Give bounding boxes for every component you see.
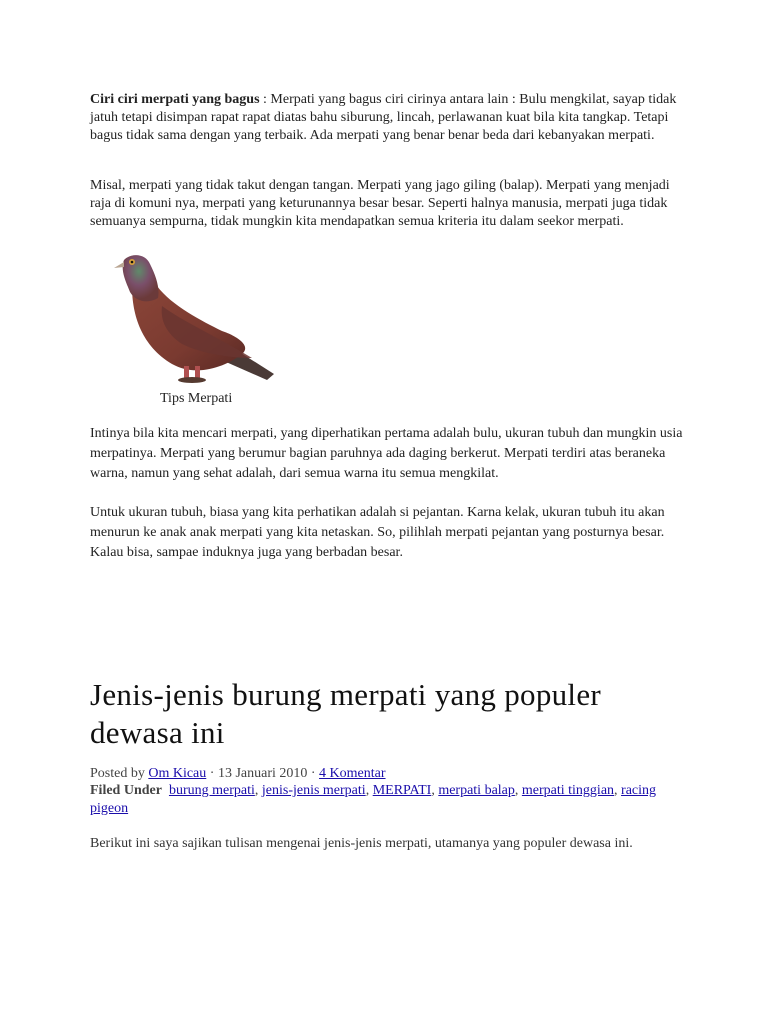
intro-lead: Ciri ciri merpati yang bagus (90, 92, 260, 107)
article-title: Jenis-jenis burung merpati yang populer dewasa ini (90, 677, 602, 750)
tag-link[interactable]: burung merpati (168, 783, 255, 798)
posted-by-label: Posted by (90, 766, 149, 781)
tag-link[interactable]: merpati tinggian (521, 783, 615, 798)
tag-link[interactable]: racing pigeon (90, 783, 657, 816)
filed-under: Filed Under burung merpati, jenis-jenis merpati, MERPATI, merpati balap, merpati tinggian, racing pigeon (90, 783, 657, 816)
comments-link[interactable]: 4 Komentar (319, 766, 386, 781)
pigeon-figure (102, 246, 282, 406)
author-link[interactable]: Om Kicau (148, 766, 207, 781)
tag-link[interactable]: jenis-jenis merpati (261, 783, 366, 798)
paragraph-2: Misal, merpati yang tidak takut dengan tangan. Merpati yang jago giling (balap). Merpati yang menjadi raja di komuni nya, merpati yang keturunannya besar besar. Seperti halnya manusia, merpati juga tidak semuanya sempurna, tidak mungkin kita mendapatkan semua kriteria itu dalam seekor merpati. (90, 178, 670, 229)
filed-under-label: Filed Under (90, 783, 162, 798)
article-body: Berikut ini saya sajikan tulisan mengenai jenis-jenis merpati, utamanya yang populer dewasa ini. (90, 836, 633, 851)
tag-link[interactable]: merpati balap (438, 783, 515, 798)
intro-text: : Merpati yang bagus ciri cirinya antara lain : Bulu mengkilat, sayap tidak jatuh tetapi disimpan rapat rapat diatas bahu siburung, lincah, perlawanan kuat bila kita tangkap. Tetapi bagus tidak sama dengan yang terbaik. Ada merpati yang benar benar beda dari kebanyakan merpati. (90, 92, 677, 143)
post-date: · 13 Januari 2010 · (206, 766, 320, 781)
paragraph-3: Intinya bila kita mencari merpati, yang diperhatikan pertama adalah bulu, ukuran tubuh dan mungkin usia merpatinya. Merpati yang berumur bagian paruhnya ada daging berkerut. Merpati terdiri atas beraneka warna, namun yang sehat adalah, dari semua warna itu semua mengkilat. (90, 426, 683, 481)
tag-link[interactable]: MERPATI (372, 783, 432, 798)
paragraph-4: Untuk ukuran tubuh, biasa yang kita perhatikan adalah si pejantan. Karna kelak, ukuran tubuh itu akan menurun ke anak anak merpati yang kita netaskan. So, pilihlah merpati pejantan yang posturnya besar. Kalau bisa, sampae induknya juga yang berbadan besar. (90, 505, 665, 560)
pigeon-image (102, 246, 282, 386)
post-meta (90, 765, 690, 783)
intro-paragraph (90, 91, 690, 145)
figure-caption: Tips Merpati (160, 391, 233, 406)
